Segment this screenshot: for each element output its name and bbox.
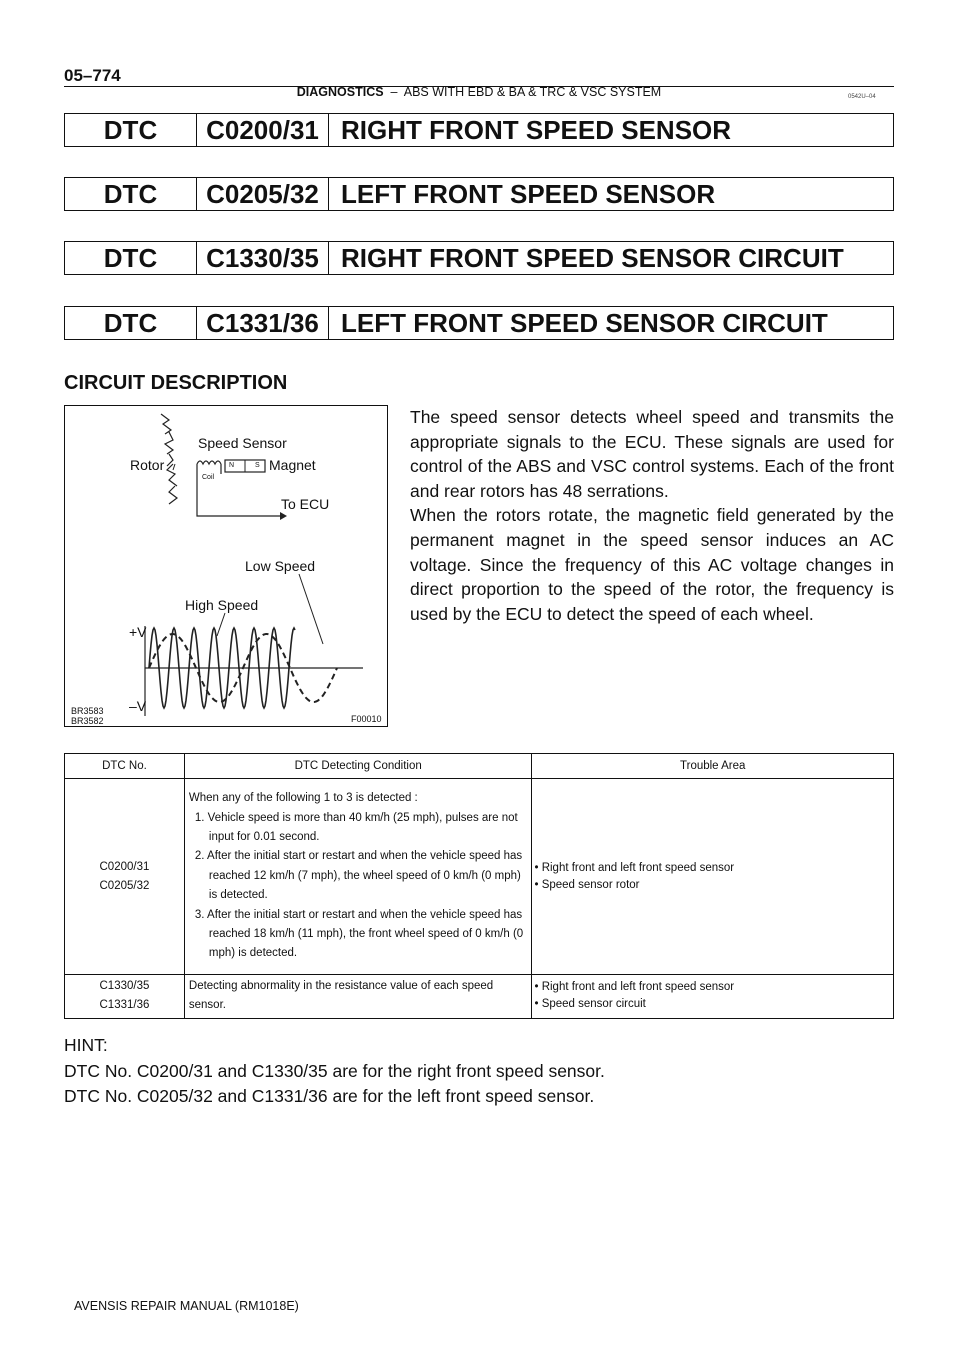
- magnet-label: Magnet: [269, 457, 316, 473]
- plus-v-label: +V: [129, 624, 147, 640]
- description-paragraph-1: The speed sensor detects wheel speed and transmits the appropriate signals to the ECU. These signals are used for control of the ABS and VSC control systems. Each of the front and rear rotors has 48 serrations.: [410, 407, 894, 501]
- dtc-title: RIGHT FRONT SPEED SENSOR: [341, 115, 732, 145]
- table-row: [65, 975, 894, 1019]
- dtc-title-box: [64, 113, 894, 147]
- header-dash: –: [390, 85, 398, 99]
- running-header: [64, 85, 894, 99]
- speed-sensor-diagram: [65, 406, 386, 725]
- coil-winding: [197, 461, 221, 474]
- condition-item: 3. After the initial start or restart and when the vehicle speed has reached 18 km/h (11 mph), the front wheel speed of 0 km/h (0 mph) is detected.: [194, 908, 524, 960]
- to-ecu-label: To ECU: [281, 496, 330, 512]
- header-subsection: ABS WITH EBD & BA & TRC & VSC SYSTEM: [403, 85, 662, 99]
- dtc-label: DTC: [65, 114, 197, 146]
- trouble-area-item: • Speed sensor rotor: [534, 878, 640, 891]
- condition-intro: When any of the following 1 to 3 is detected :: [188, 792, 418, 805]
- dtc-code: C0205/32: [99, 879, 150, 892]
- description-paragraph-2: When the rotors rotate, the magnetic field generated by the permanent magnet in the speed sensor induces an AC voltage. Since the frequency of this AC voltage changes in direct proportion to the speed of the rotor, the frequency is used by the ECU to detect the speed of each wheel.: [410, 505, 894, 624]
- dtc-code: C0205/32: [197, 178, 329, 210]
- dtc-code: C1330/35: [99, 980, 150, 993]
- condition-item: 1. Vehicle speed is more than 40 km/h (25 mph), pulses are not input for 0.01 second.: [194, 811, 518, 843]
- header-rule: [64, 86, 894, 87]
- trouble-area-item: • Right front and left front speed sensor: [534, 861, 735, 874]
- dtc-code: C1331/36: [197, 307, 329, 339]
- trouble-area-item: • Speed sensor circuit: [534, 998, 646, 1011]
- doc-code: 0542U–04: [848, 94, 876, 100]
- hint-label: HINT:: [64, 1035, 108, 1055]
- page-number: 05–774: [64, 66, 121, 85]
- magnet-n-label: N: [229, 462, 235, 469]
- speed-sensor-figure: [64, 405, 388, 727]
- table-row: [65, 779, 894, 975]
- high-speed-label: High Speed: [185, 597, 259, 613]
- dtc-title-box: [64, 306, 894, 340]
- hint-line: DTC No. C0200/31 and C1330/35 are for the right front speed sensor.: [64, 1060, 605, 1081]
- trouble-area-item: • Right front and left front speed sensor: [534, 981, 735, 994]
- dtc-label: DTC: [65, 242, 197, 274]
- coil-label: Coil: [202, 474, 215, 481]
- minus-v-label: –V: [129, 698, 147, 714]
- rotor-leader: [173, 464, 175, 470]
- dtc-code: C0200/31: [197, 114, 329, 146]
- ecu-arrow: [280, 512, 287, 520]
- figure-id: F00010: [351, 714, 382, 724]
- dtc-code: C1330/35: [197, 242, 329, 274]
- condition-cell: [184, 779, 532, 975]
- dtc-label: DTC: [65, 178, 197, 210]
- header-section: DIAGNOSTICS: [296, 85, 384, 99]
- condition-item: 2. After the initial start or restart and when the vehicle speed has reached 12 km/h (7 mph), the wheel speed of 0 km/h (0 mph) is detected.: [194, 850, 523, 902]
- trouble-area-cell: [532, 975, 894, 1019]
- footer: AVENSIS REPAIR MANUAL (RM1018E): [74, 1299, 299, 1313]
- figure-ref-1: BR3583: [71, 706, 104, 716]
- low-speed-leader: [299, 574, 323, 644]
- table-header-row: [65, 754, 894, 779]
- dtc-no-cell: [65, 779, 185, 975]
- magnet-s-label: S: [255, 462, 260, 469]
- header-trouble-area: Trouble Area: [532, 754, 894, 779]
- dtc-title: LEFT FRONT SPEED SENSOR CIRCUIT: [341, 308, 828, 338]
- hint-block: [64, 1033, 605, 1110]
- figure-ref-2: BR3582: [71, 716, 104, 726]
- header-dtc-no: DTC No.: [65, 754, 185, 779]
- circuit-description-text: [410, 405, 894, 626]
- dtc-table: [64, 753, 894, 1019]
- dtc-title: RIGHT FRONT SPEED SENSOR CIRCUIT: [341, 243, 844, 273]
- dtc-code: C0200/31: [99, 860, 150, 873]
- rotor-label: Rotor: [130, 457, 165, 473]
- high-speed-leader: [217, 613, 225, 636]
- condition-cell: Detecting abnormality in the resistance value of each speed sensor.: [184, 975, 532, 1019]
- dtc-title: LEFT FRONT SPEED SENSOR: [341, 179, 716, 209]
- header-detecting-condition: DTC Detecting Condition: [184, 754, 532, 779]
- dtc-code: C1331/36: [99, 999, 150, 1012]
- trouble-area-cell: [532, 779, 894, 975]
- dtc-no-cell: [65, 975, 185, 1019]
- section-title: CIRCUIT DESCRIPTION: [64, 372, 288, 394]
- dtc-title-box: [64, 241, 894, 275]
- dtc-title-box: [64, 177, 894, 211]
- dtc-label: DTC: [65, 307, 197, 339]
- low-speed-label: Low Speed: [245, 558, 316, 574]
- speed-sensor-label: Speed Sensor: [198, 435, 287, 451]
- hint-line: DTC No. C0205/32 and C1331/36 are for the left front speed sensor.: [64, 1086, 595, 1106]
